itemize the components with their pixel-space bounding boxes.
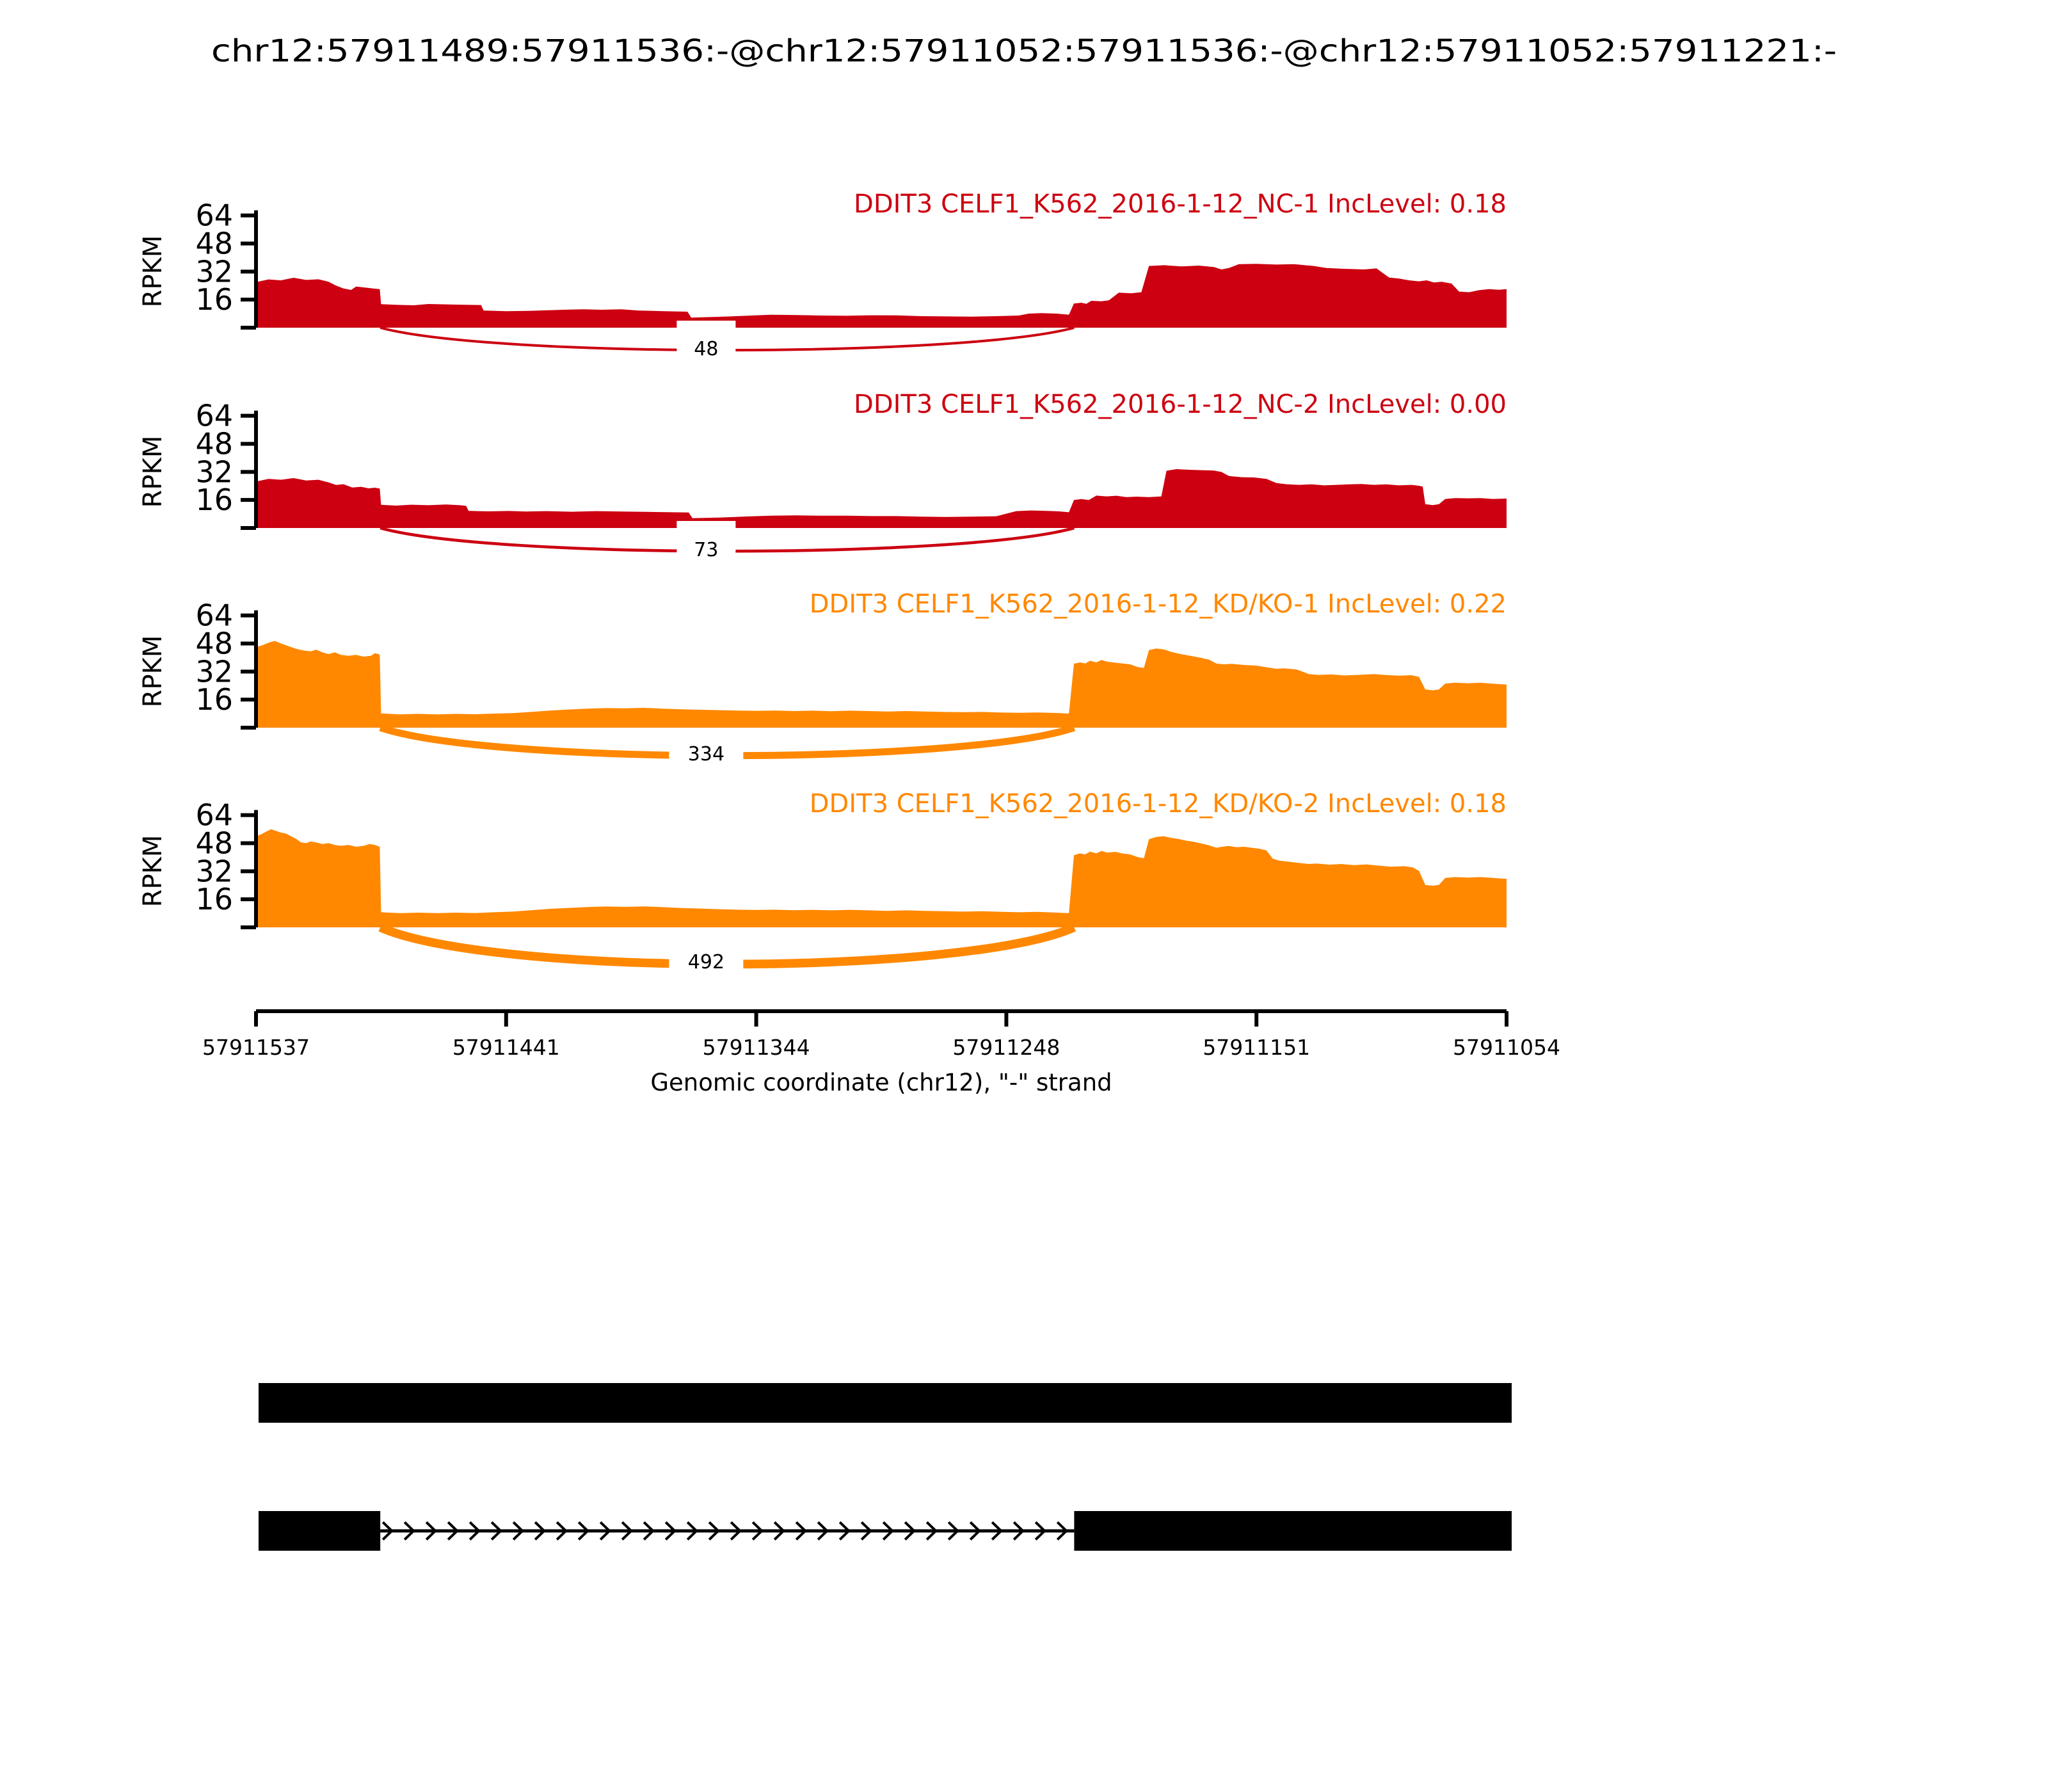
junction-count-label: 334 [687,743,725,765]
y-axis-tick-label: 64 [195,198,233,233]
junction-count-label: 73 [694,539,719,561]
y-axis-tick-label: 16 [195,483,233,518]
track-label: DDIT3 CELF1_K562_2016-1-12_NC-1 IncLevel: 0.18 [854,189,1507,219]
x-axis-tick-label: 57911441 [452,1035,560,1060]
junction-count-label: 492 [687,951,725,973]
y-axis-title: RPKM [138,835,168,908]
y-axis-tick-label: 16 [195,882,233,917]
gene-model [259,1383,1512,1551]
track-4 [138,789,1507,977]
junction-count-label: 48 [694,338,719,360]
x-axis-tick-label: 57911344 [702,1035,810,1060]
coverage-area [256,264,1507,328]
track-1 [138,189,1507,364]
x-axis-tick-label: 57911248 [952,1035,1060,1060]
track-label: DDIT3 CELF1_K562_2016-1-12_KD/KO-2 IncLevel: 0.18 [809,789,1507,819]
y-axis-tick-label: 64 [195,398,233,433]
coverage-area [256,469,1507,528]
y-axis-tick-label: 48 [195,626,233,661]
y-axis-tick-label: 16 [195,682,233,717]
y-axis-title: RPKM [138,435,168,508]
y-axis-tick-label: 32 [195,854,233,889]
x-axis-title: Genomic coordinate (chr12), "-" strand [650,1069,1112,1096]
coverage-area [256,829,1507,927]
track-label: DDIT3 CELF1_K562_2016-1-12_KD/KO-1 IncLevel: 0.22 [809,589,1507,619]
track-3 [138,589,1507,769]
x-axis-tick-label: 57911151 [1203,1035,1311,1060]
skipping-isoform-exon [259,1511,380,1551]
y-axis-title: RPKM [138,635,168,708]
track-label: DDIT3 CELF1_K562_2016-1-12_NC-2 IncLevel: 0.00 [854,390,1507,419]
y-axis-tick-label: 32 [195,254,233,289]
skipping-isoform-exon [1074,1511,1512,1551]
x-axis [202,1011,1560,1096]
y-axis-tick-label: 32 [195,454,233,490]
y-axis-tick-label: 64 [195,598,233,633]
x-axis-tick-label: 57911054 [1453,1035,1560,1060]
inclusion-isoform-exon [259,1383,1512,1423]
y-axis-tick-label: 16 [195,282,233,317]
coverage-area [256,641,1507,728]
track-2 [138,390,1507,565]
y-axis-tick-label: 48 [195,426,233,461]
y-axis-tick-label: 64 [195,797,233,833]
y-axis-tick-label: 48 [195,826,233,861]
figure-title: chr12:57911489:57911536:-@chr12:57911052:57911536:-@chr12:57911052:57911221:- [211,33,1837,69]
y-axis-tick-label: 48 [195,226,233,261]
x-axis-tick-label: 57911537 [202,1035,310,1060]
y-axis-title: RPKM [138,235,168,308]
y-axis-tick-label: 32 [195,654,233,689]
